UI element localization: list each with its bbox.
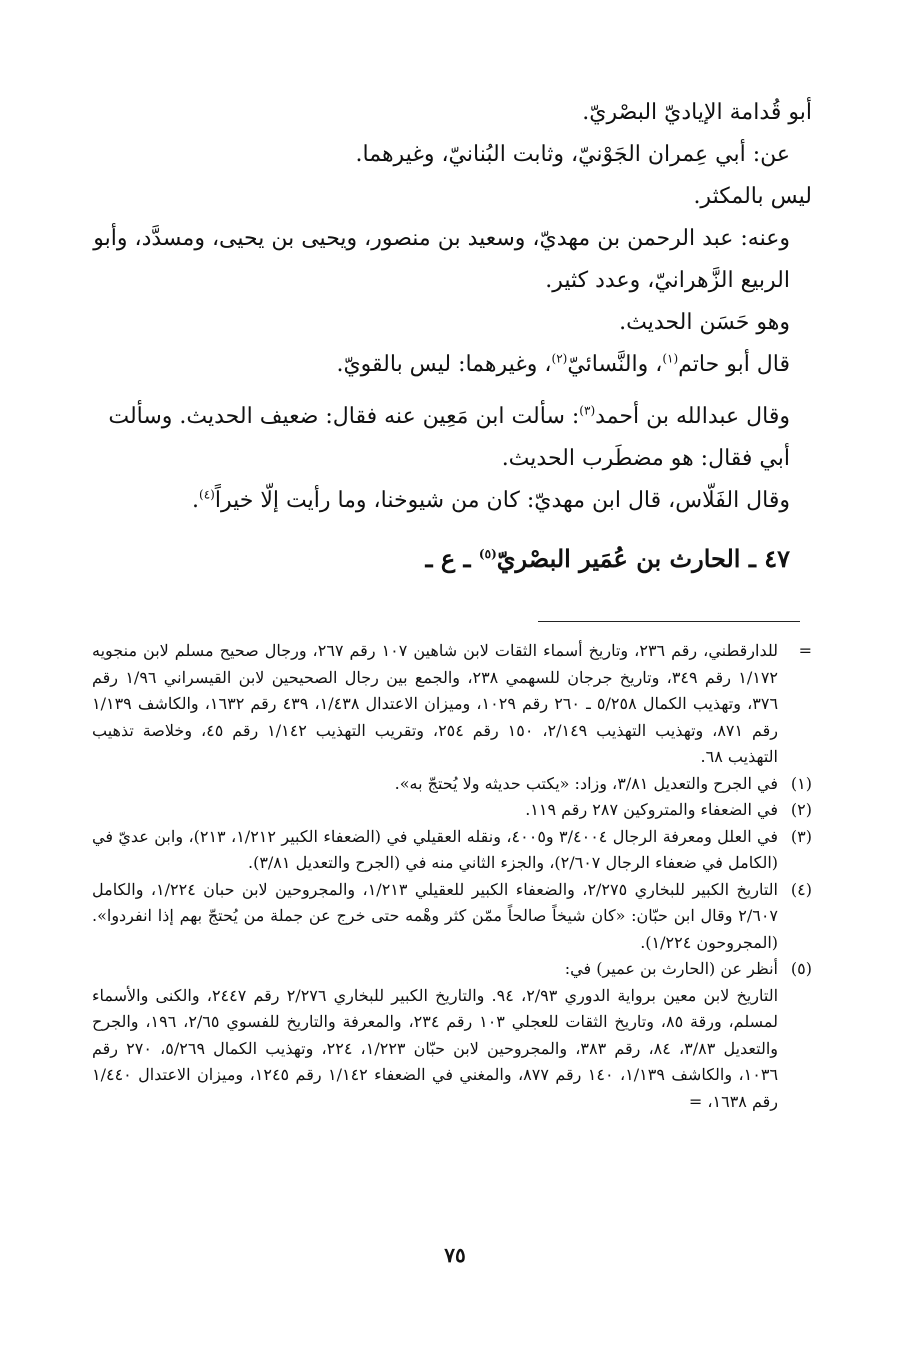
main-text [88, 92, 812, 582]
main-line-4: وعنه: عبد الرحمن بن مهديّ، وسعيد بن منصور، ويحيى بن يحيى، ومسدَّد، وأبو الربيع الزَّهرانيّ، وعدد كثير. [93, 226, 790, 293]
footnote-1 [92, 771, 812, 798]
footnote-ref-3: (٣) [579, 403, 596, 418]
footnote-mark: (٤) [790, 879, 812, 899]
abdullah-line [88, 396, 812, 480]
fallas-text: وقال الفَلّاس، قال ابن مهديّ: كان من شيوخنا، وما رأيت إلّا خيراً [214, 488, 790, 513]
page-number: ٧٥ [444, 1243, 466, 1267]
abu-hatim-line [88, 344, 812, 386]
abdullah-before: وقال عبدالله بن أحمد [595, 404, 790, 429]
footnote-mark: (٢) [790, 800, 812, 819]
footnote-mark: (٣) [790, 826, 812, 846]
footnote-continuation [92, 638, 812, 771]
footnote-5 [92, 956, 812, 1115]
footnote-ref-4: (٤) [199, 487, 215, 502]
main-line-5: وهو حَسَن الحديث. [619, 310, 790, 335]
footnote-5-lead: أنظر عن (الحارث بن عمير) في: [564, 959, 778, 978]
abu-hatim-middle: ، والنَّسائيّ [567, 352, 663, 377]
main-line-3: ليس بالمكثر. [693, 184, 812, 209]
fallas-end: . [192, 488, 200, 513]
entry-heading [88, 536, 812, 582]
abdullah-after: : سألت ابن مَعِين عنه فقال: ضعيف الحديث. وسألت أبي فقال: هو مضطَرب الحديث. [108, 404, 790, 471]
main-line-2: عن: أبي عِمران الجَوْنيّ، وثابت البُنانيّ، وغيرهما. [355, 142, 790, 167]
footnote-4 [92, 877, 812, 957]
footnote-text: في الجرح والتعديل ٣/٨١، وزاد: «يكتب حديثه ولا يُحتجّ به». [394, 773, 778, 793]
footnote-text: في العلل ومعرفة الرجال ٣/٤٠٠٤ و٤٠٠٥، ونقله العقيلي في (الضعفاء الكبير ١/٢١٢، ٢١٣)، وابن عديّ في (الكامل في ضعفاء الرجال ٢/٦٠٧)، والجزء الثاني منه في (الجرح والتعديل ٣/٨١). [92, 826, 779, 872]
continuation-mark: = [798, 641, 812, 660]
footnote-text: التاريخ الكبير للبخاري ٢/٢٧٥، والضعفاء الكبير للعقيلي ١/٢١٣، والمجروحين لابن حبان ١/٢٢٤، والكامل ٢/٦٠٧ وقال ابن حبّان: «كان شيخاً صالحاً ممّن كثر وهْمه حتى خرج عن جملة من يُحتجّ بهم إذا انفردوا». (المجروحون ١/٢٢٤). [92, 879, 779, 952]
footnote-ref-2: (٢) [551, 351, 568, 366]
footnote-3 [92, 824, 812, 877]
entry-title: ٤٧ ـ الحارث بن عُمَير البصْريّ [496, 544, 790, 573]
main-line-1: أبو قُدامة الإياديّ البصْريّ. [582, 100, 812, 125]
abu-hatim-before: قال أبو حاتم [678, 352, 790, 377]
fallas-line [88, 480, 812, 522]
continuation-text: للدارقطني، رقم ٢٣٦، وتاريخ أسماء الثقات لابن شاهين ١٠٧ رقم ٢٦٧، ورجال صحيح مسلم لابن منجويه ١/١٧٢ رقم ٣٤٩، وتاريخ جرجان للسهمي ٢٣٨، والجمع بين رجال الصحيحين لابن القيسراني ١/٩٦ رقم ٣٧٦، وتهذيب الكمال ٥/٢٥٨ ـ ٢٦٠ رقم ١٠٢٩، وميزان الاعتدال ١/٤٣٨، ٤٣٩ رقم ١٦٣٢، والكاشف ١/١٣٩ رقم ٨٧١، وتهذيب التهذيب ٢/١٤٩، ١٥٠ رقم ٢٥٤، وتقريب التهذيب ١/١٤٢ رقم ٤٥، وخلاصة تذهيب التهذيب ٦٨. [92, 641, 779, 766]
footnotes [92, 638, 812, 1115]
footnote-2 [92, 797, 812, 824]
footnote-ref-5: (٥) [478, 547, 497, 561]
footnote-5-sources: التاريخ لابن معين برواية الدوري ٢/٩٣، ٩٤. والتاريخ الكبير للبخاري ٢/٢٧٦ رقم ٢٤٤٧، والكنى والأسماء لمسلم، ورقة ٨٥، وتاريخ الثقات للعجلي ١٠٣ رقم ٢٣٤، والمعرفة والتاريخ للفسوي ٢/٦٥، ١٩٦، والجرح والتعديل ٣/٨٣، ٨٤، رقم ٣٨٣، والمجروحين لابن حبّان ١/٢٢٣، ٢٢٤، وتهذيب الكمال ٥/٢٦٩، ٢٧٠ رقم ١٠٣٦، والكاشف ١/١٣٩، ١٤٠ رقم ٨٧٧، والمغني في الضعفاء ١/١٤٢ رقم ١٢٤٥، وميزان الاعتدال ١/٤٤٠ رقم ١٦٣٨، = [92, 985, 779, 1111]
footnote-ref-1: (١) [662, 351, 679, 366]
footnote-text [92, 956, 778, 1115]
abu-hatim-after: ، وغيرهما: ليس بالقويّ. [336, 352, 552, 377]
entry-suffix: ـ ع ـ [425, 544, 479, 573]
footnote-mark: (١) [790, 773, 812, 793]
footnote-separator [538, 621, 800, 622]
footnote-mark: (٥) [790, 959, 812, 978]
footnote-text: في الضعفاء والمتروكين ٢٨٧ رقم ١١٩. [525, 800, 778, 819]
